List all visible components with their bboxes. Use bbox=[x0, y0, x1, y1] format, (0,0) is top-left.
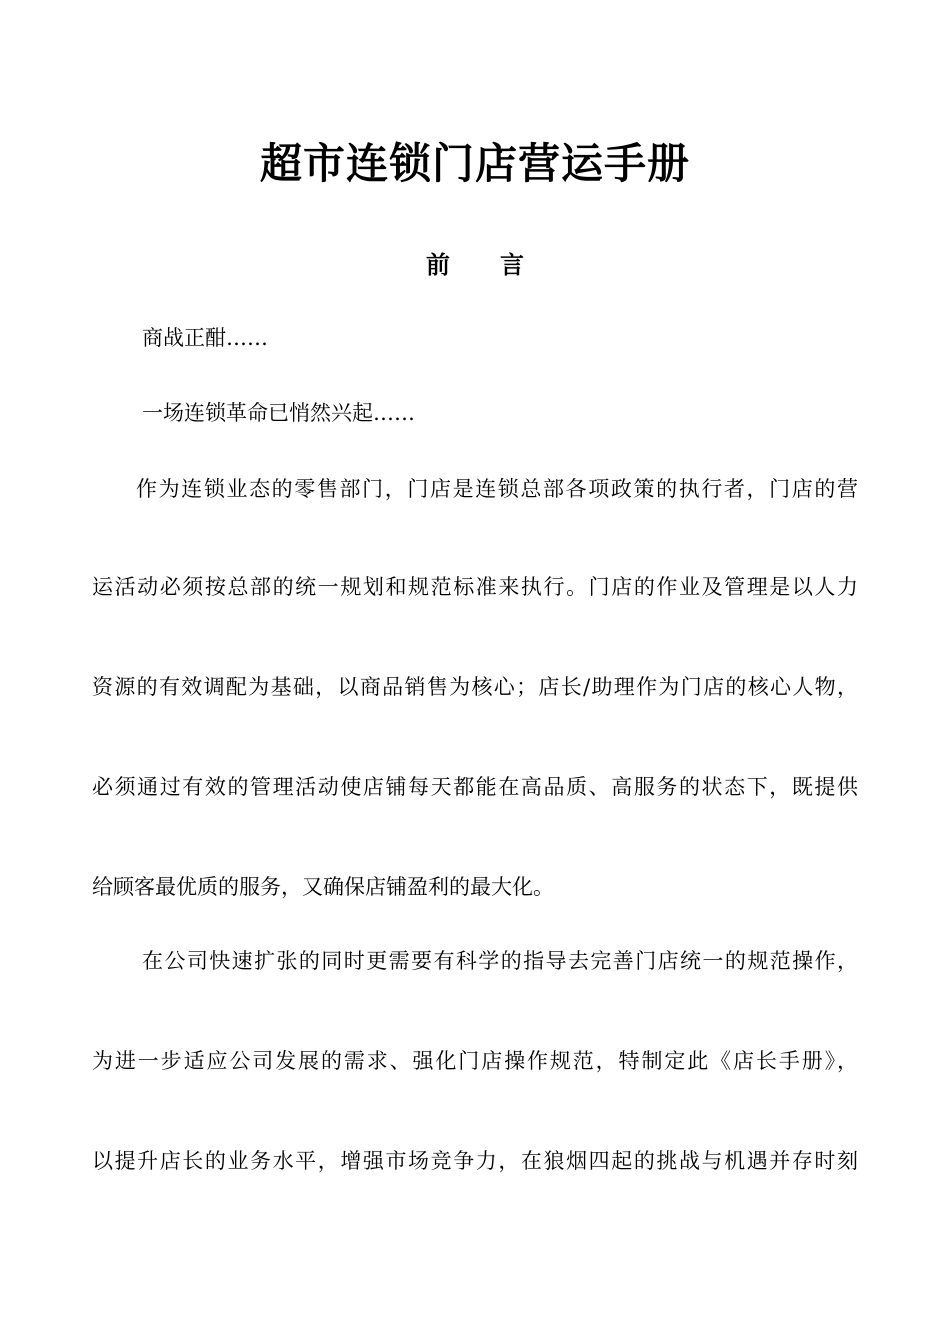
body-line: 在公司快速扩张的同时更需要有科学的指导去完善门店统一的规范操作， bbox=[142, 949, 858, 973]
preface-heading bbox=[0, 248, 950, 282]
body-line: 资源的有效调配为基础，以商品销售为核心；店长/助理作为门店的核心人物， bbox=[92, 675, 858, 699]
body-line: 必须通过有效的管理活动使店铺每天都能在高品质、高服务的状态下，既提供 bbox=[92, 775, 858, 799]
preface-heading-right: 言 bbox=[500, 250, 524, 279]
body-line: 以提升店长的业务水平，增强市场竞争力，在狼烟四起的挑战与机遇并存时刻 bbox=[92, 1149, 858, 1173]
preface-heading-left: 前 bbox=[426, 250, 450, 279]
body-line: 给顾客最优质的服务，又确保店铺盈利的最大化。 bbox=[92, 875, 554, 899]
body-line: 一场连锁革命已悄然兴起…… bbox=[142, 401, 415, 425]
document-title: 超市连锁门店营运手册 bbox=[259, 139, 690, 188]
body-line: 商战正酣…… bbox=[142, 326, 268, 350]
body-line: 作为连锁业态的零售部门，门店是连锁总部各项政策的执行者，门店的营 bbox=[136, 477, 858, 501]
body-line: 运活动必须按总部的统一规划和规范标准来执行。门店的作业及管理是以人力 bbox=[92, 575, 858, 599]
body-line: 为进一步适应公司发展的需求、强化门店操作规范，特制定此《店长手册》， bbox=[92, 1049, 858, 1073]
